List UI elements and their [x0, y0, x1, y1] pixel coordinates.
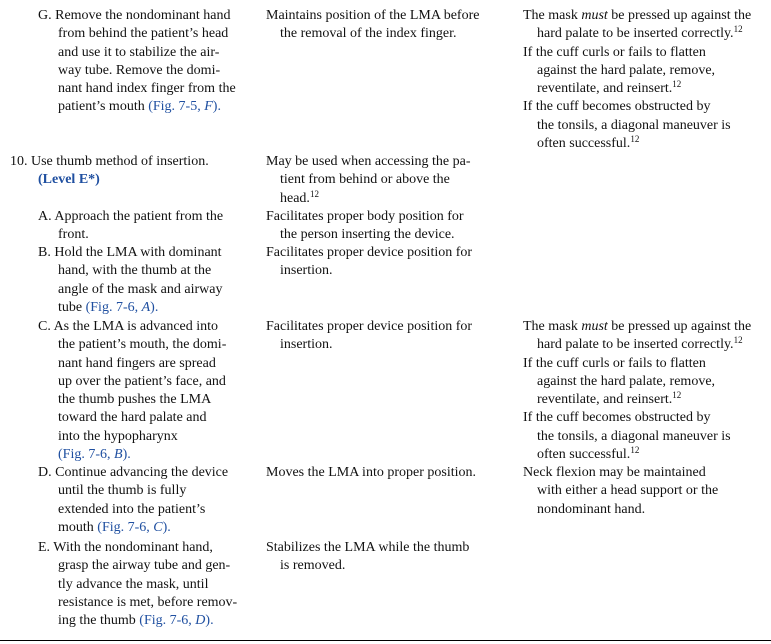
figure-reference[interactable]: (Fig. 7-6, C). [97, 519, 171, 535]
row-g-step: G. Remove the nondominant hand from behind the patient’s head and use it to stabilize the air- way tube. Remove the domi- nant hand index finger from the patient’s mouth (Fig. 7-5, F). [38, 8, 236, 115]
step-10: 10. Use thumb method of insertion. (Level E*) [10, 154, 209, 188]
row-e-step: E. With the nondominant hand, grasp the airway tube and gen- tly advance the mask, until resistance is met, before remov- ing the thumb (Fig. 7-6, D). [38, 540, 238, 629]
bottom-rule [0, 640, 771, 641]
row-a-rationale: Facilitates proper body position for the person inserting the device. [266, 209, 464, 243]
row-c-notes: The mask must be pressed up against the hard palate to be inserted correctly.$^{12}$ If the cuff curls or fails to flatten against the hard palate, remove, reventilate, and reinsert.$^{12}$ If the cuff becomes obstructed by the tonsils, a diagonal maneuver is often successful.$^{12}$ [523, 319, 752, 463]
row-d-step: D. Continue advancing the device until the thumb is fully extended into the patient’s mouth (Fig. 7-6, C). [38, 465, 229, 535]
row-b-step: B. Hold the LMA with dominant hand, with the thumb at the angle of the mask and airway tube (Fig. 7-6, A). [38, 245, 223, 315]
row-b-rationale: Facilitates proper device position for insertion. [266, 245, 473, 279]
row-d-rationale: Moves the LMA into proper position. [266, 465, 476, 480]
evidence-level[interactable]: (Level E*) [38, 172, 100, 188]
row-g-rationale: Maintains position of the LMA before the removal of the index finger. [266, 8, 480, 42]
figure-reference[interactable]: (Fig. 7-6, A). [85, 299, 159, 315]
row-e-rationale: Stabilizes the LMA while the thumb is removed. [266, 540, 470, 574]
row-g-notes: The mask must be pressed up against the hard palate to be inserted correctly.$^{12}$ If the cuff curls or fails to flatten against the hard palate, remove, reventilate, and reinsert.$^{12}$ If the cuff becomes obstructed by the tonsils, a diagonal maneuver is often successful.$^{12}$ [523, 8, 752, 152]
row-d-notes: Neck flexion may be maintained with either a head support or the nondominant hand. [523, 465, 719, 517]
step-10-rationale: May be used when accessing the pa- tient from behind or above the head.$^{12}$ [266, 154, 471, 206]
row-c-rationale: Facilitates proper device position for insertion. [266, 319, 473, 353]
row-c-step: C. As the LMA is advanced into the patient’s mouth, the domi- nant hand fingers are spread up over the patient’s face, and the thumb pushes the LMA toward the hard palate and into the hypopharynx (Fig. 7-6, B). [38, 319, 227, 463]
figure-reference[interactable]: (Fig. 7-5, F). [148, 99, 221, 115]
row-a-step: A. Approach the patient from the front. [38, 209, 224, 243]
figure-reference[interactable]: (Fig. 7-6, B). [58, 447, 131, 463]
figure-reference[interactable]: (Fig. 7-6, D). [139, 613, 214, 629]
